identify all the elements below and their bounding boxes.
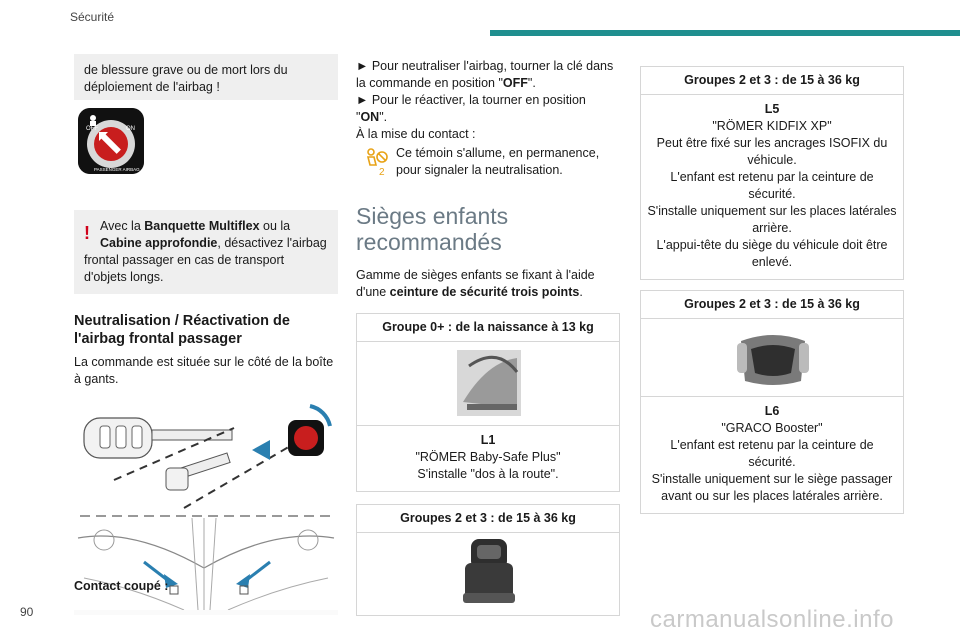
- seat-table-group0: [356, 313, 620, 492]
- seat-line: L'enfant est retenu par la ceinture de sécurité.: [670, 170, 874, 201]
- seat-range-intro: [356, 267, 620, 301]
- on-position-text: ON: [360, 110, 380, 124]
- contact-on-line: À la mise du contact :: [356, 127, 476, 141]
- bullet-neutralise-text: Pour neutraliser l'airbag, tourner la clé dans la commande en position ": [356, 59, 614, 90]
- bullet-reactivate: [356, 92, 620, 126]
- table-header: Groupes 2 et 3 : de 15 à 36 kg: [357, 505, 619, 533]
- table-header: Groupe 0+ : de la naissance à 13 kg: [357, 314, 619, 342]
- bullet-marker: ►: [356, 93, 369, 107]
- section-title: Sécurité: [70, 10, 115, 24]
- bullet-marker: ►: [356, 59, 369, 73]
- seat-code: L6: [764, 404, 780, 418]
- lamp-description-text: Ce témoin s'allume, en permanence, pour signaler la neutralisation.: [396, 146, 600, 177]
- svg-text:2: 2: [379, 167, 385, 177]
- page-number: 90: [20, 605, 34, 619]
- intro-end: .: [579, 285, 583, 299]
- warning-text-e: , désactivez l'airbag frontal passager en cas de transport d'objets longs.: [84, 236, 327, 284]
- warning-text-a: Avec la: [100, 219, 145, 233]
- seat-line: S'installe uniquement sur les places latérales arrière.: [647, 204, 897, 235]
- on-label: ON: [126, 126, 135, 132]
- seat-description-l1: [357, 426, 619, 491]
- seat-table-l5: [640, 66, 904, 280]
- seat-code: L5: [764, 102, 780, 116]
- off-label: OFF: [86, 126, 98, 132]
- seat-description-l5: [641, 95, 903, 279]
- intro-text: Gamme de sièges enfants se fixant à l'aide d'une: [356, 268, 595, 299]
- seat-line: L'appui-tête du siège du véhicule doit être enlevé.: [656, 238, 888, 269]
- seat-line: "RÖMER KIDFIX XP": [712, 119, 832, 133]
- table-header: Groupes 2 et 3 : de 15 à 36 kg: [641, 291, 903, 319]
- bullet-reactivate-text: Pour le réactiver, la tourner en position ": [356, 93, 586, 124]
- booster-seat-image: [357, 533, 619, 615]
- airbag-switch-icon-area: [74, 100, 338, 210]
- seat-table-l6: [640, 290, 904, 514]
- warning-box-long-objects: [74, 210, 338, 294]
- contact-off-caption: Contact coupé :: [74, 579, 169, 593]
- booster-cushion-image: [641, 319, 903, 397]
- recommended-seats-heading: Sièges enfants recommandés: [356, 203, 509, 255]
- bullet-neutralise: [356, 58, 620, 92]
- seat-line: "GRACO Booster": [721, 421, 823, 435]
- table-header: Groupes 2 et 3 : de 15 à 36 kg: [641, 67, 903, 95]
- seat-line: L'enfant est retenu par la ceinture de sécurité.: [670, 438, 874, 469]
- column-left: [74, 50, 338, 615]
- header-accent-bar: [490, 30, 960, 36]
- seat-table-group23: [356, 504, 620, 616]
- seat-install-note: S'installe "dos à la route".: [417, 467, 559, 481]
- seat-code: L1: [480, 433, 496, 447]
- warning-text-cabine: Cabine approfondie: [100, 236, 218, 250]
- passenger-airbag-ring-text: PASSENGER AIRBAG: [94, 167, 140, 172]
- warning-exclamation-icon: !: [84, 223, 90, 243]
- command-location-text: La commande est située sur le côté de la boîte à gants.: [74, 355, 334, 386]
- seat-line: S'installe uniquement sur le siège passager avant ou sur les places latérales arrière.: [651, 472, 893, 503]
- column-middle: [356, 50, 620, 616]
- warning-continuation-text: de blessure grave ou de mort lors du déploiement de l'airbag !: [84, 63, 288, 94]
- seat-line: Peut être fixé sur les ancrages ISOFIX du véhicule.: [656, 136, 888, 167]
- three-point-belt-text: ceinture de sécurité trois points: [389, 285, 580, 299]
- airbag-off-warning-lamp-icon: [364, 147, 390, 177]
- passenger-airbag-switch-icon: [78, 108, 144, 174]
- neutralisation-heading: Neutralisation / Réactivation de l'airbag frontal passager: [74, 313, 290, 347]
- warning-text-multiflex: Banquette Multiflex: [144, 219, 260, 233]
- seat-description-l6: [641, 397, 903, 513]
- off-position-text: OFF: [502, 76, 528, 90]
- seat-name: "RÖMER Baby-Safe Plus": [415, 450, 561, 464]
- airbag-off-lamp-row: [356, 145, 620, 179]
- warning-text-c: ou la: [259, 219, 291, 233]
- column-right: [640, 50, 904, 514]
- baby-seat-image: [357, 342, 619, 426]
- bullet-end: ".: [379, 110, 388, 124]
- watermark: carmanualsonline.info: [650, 606, 894, 633]
- warning-continuation-box: [74, 54, 338, 100]
- bullet-end: ".: [527, 76, 536, 90]
